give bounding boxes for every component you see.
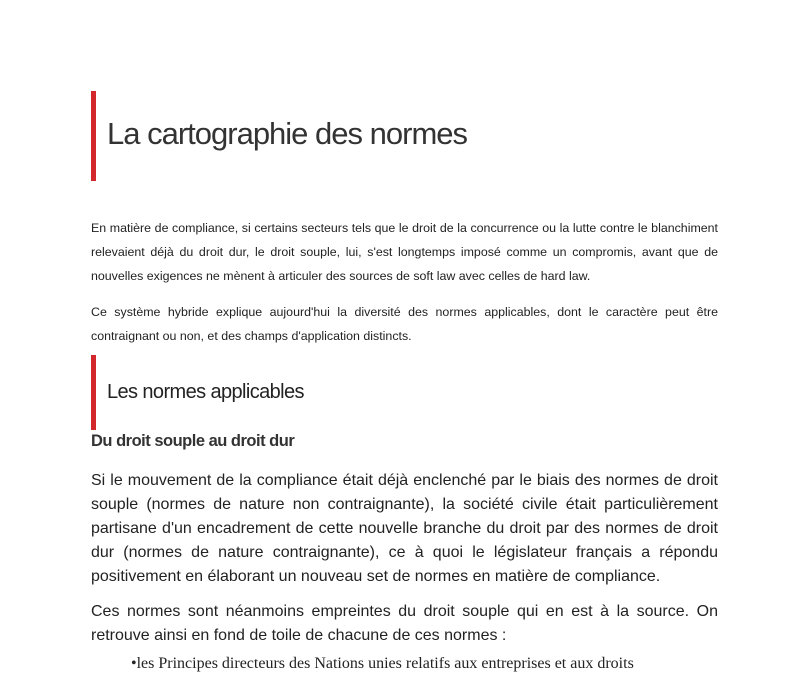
body-paragraph-1: Si le mouvement de la compliance était déjà enclenché par le biais des normes de droit souple (normes de nature non contraignante), la société civile était particulièrement partisane d'un encadrement de cette nouvelle branche du droit par des normes de droit dur (normes de nature contraignante), ce à quoi le législateur français a répondu positivement en élaborant un nouveau set de normes en matière de compliance. [91, 472, 718, 585]
page-title: La cartographie des normes [107, 116, 468, 151]
section-subtitle: Du droit souple au droit dur [91, 432, 295, 450]
section-accent-bar [91, 355, 96, 430]
list-item: •les Principes directeurs des Nations unies relatifs aux entreprises et aux droits [131, 655, 634, 672]
title-accent-bar [91, 91, 96, 181]
intro-paragraph-1: En matière de compliance, si certains secteurs tels que le droit de la concurrence ou la lutte contre le blanchiment relevaient déjà du droit dur, le droit souple, lui, s'est longtemps imposé comme un compromis, avant que de nouvelles exigences ne mènent à articuler des sources de soft law avec celles de hard law. [91, 221, 718, 283]
section-title: Les normes applicables [107, 381, 304, 403]
body-paragraph-2: Ces normes sont néanmoins empreintes du droit souple qui en est à la source. On retrouve ainsi en fond de toile de chacune de ces normes : [91, 603, 718, 644]
intro-paragraph-2: Ce système hybride explique aujourd'hui la diversité des normes applicables, dont le caractère peut être contraignant ou non, et des champs d'application distincts. [91, 305, 718, 343]
